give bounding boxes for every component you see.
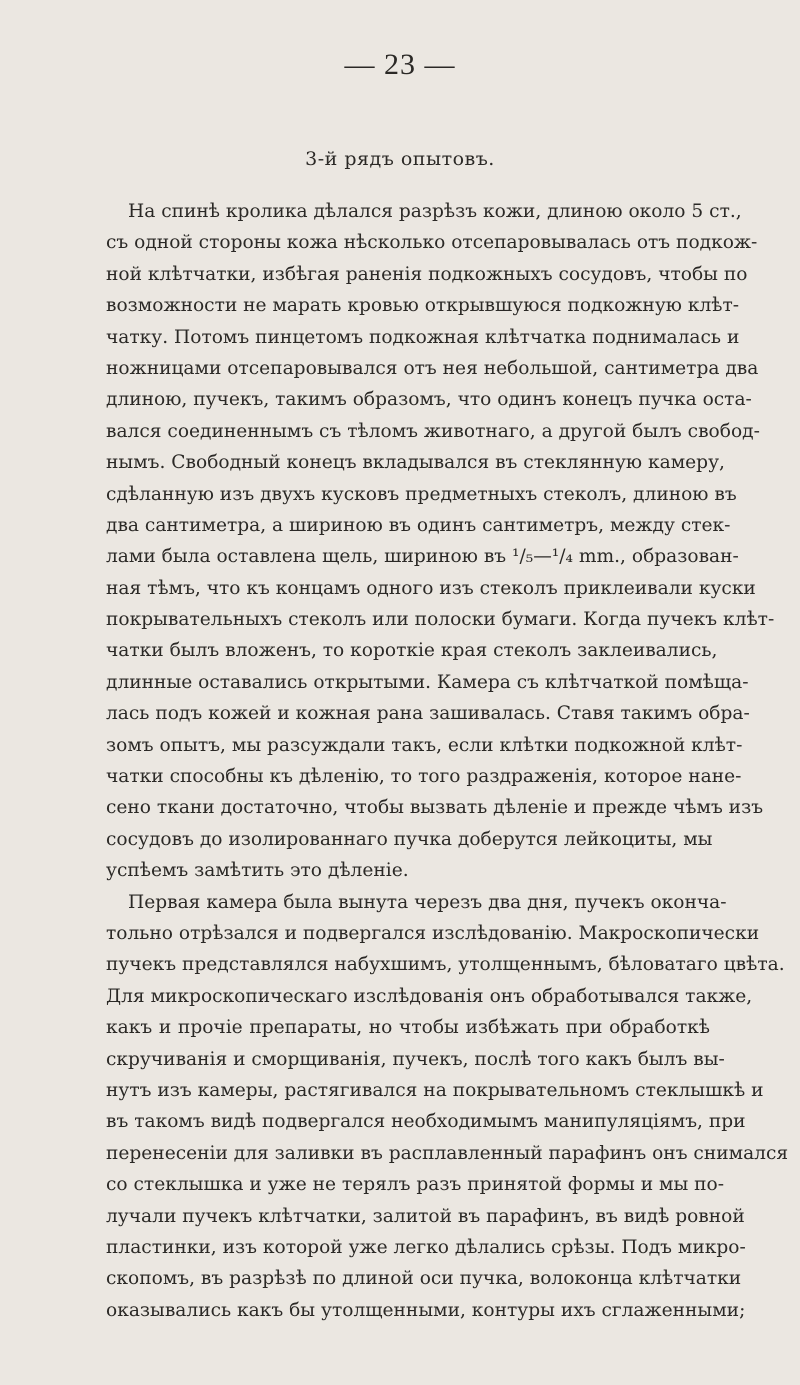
text-line: На спинѣ кролика дѣлался разрѣзъ кожи, длиною около 5 ст., — [128, 201, 742, 222]
text-line: ная тѣмъ, что къ концамъ одного изъ стеколъ приклеивали куски — [106, 577, 756, 599]
text-line: пучекъ представлялся набухшимъ, утолщеннымъ, бѣловатаго цвѣта. — [106, 954, 785, 976]
text-line: сено ткани достаточно, чтобы вызвать дѣленіе и прежде чѣмъ изъ — [106, 797, 764, 819]
paragraph-2 — [106, 887, 789, 1326]
text-line: нутъ изъ камеры, растягивался на покрывательномъ стеклышкѣ и — [106, 1079, 764, 1101]
text-line: съ одной стороны кожа нѣсколько отсепаровывалась отъ подкож- — [106, 232, 758, 254]
text-line: зомъ опытъ, мы разсуждали такъ, если клѣтки подкожной клѣт- — [106, 734, 743, 756]
text-line: пластинки, изъ которой уже легко дѣлались срѣзы. Подъ микро- — [106, 1236, 746, 1258]
text-line: оказывались какъ бы утолщенными, контуры ихъ сглаженными; — [106, 1299, 746, 1321]
text-line: ной клѣтчатки, избѣгая раненія подкожныхъ сосудовъ, чтобы по — [106, 263, 748, 285]
text-line: успѣемъ замѣтить это дѣленіе. — [106, 860, 409, 882]
text-line: нымъ. Свободный конецъ вкладывался въ стеклянную камеру, — [106, 452, 725, 474]
text-line: чатку. Потомъ пинцетомъ подкожная клѣтчатка поднималась и — [106, 326, 740, 348]
text-line: два сантиметра, а шириною въ одинъ сантиметръ, между стек- — [106, 514, 731, 536]
text-line: скручиванія и сморщиванія, пучекъ, послѣ того какъ былъ вы- — [106, 1048, 725, 1070]
text-line: лучали пучекъ клѣтчатки, залитой въ парафинъ, въ видѣ ровной — [106, 1205, 745, 1227]
text-line: покрывательныхъ стеколъ или полоски бумаги. Когда пучекъ клѣт- — [106, 609, 775, 631]
text-line: сдѣланную изъ двухъ кусковъ предметныхъ стеколъ, длиною въ — [106, 483, 737, 505]
text-line: перенесеніи для заливки въ расплавленный парафинъ онъ снимался — [106, 1142, 789, 1164]
text-line: длинные оставались открытыми. Камера съ клѣтчаткой помѣща- — [106, 671, 749, 693]
body-text — [106, 196, 789, 1326]
section-heading: 3-й рядъ опытовъ. — [305, 148, 495, 170]
text-line: чатки былъ вложенъ, то короткіе края стеколъ заклеивались, — [106, 640, 718, 662]
text-line: со стеклышка и уже не терялъ разъ принятой формы и мы по- — [106, 1174, 725, 1196]
text-line: Для микроскопическаго изслѣдованія онъ обработывался также, — [106, 985, 753, 1007]
text-line: лами была оставлена щель, шириною въ ¹/₅—¹/₄ mm., образован- — [106, 546, 739, 568]
text-line: длиною, пучекъ, такимъ образомъ, что одинъ конецъ пучка оста- — [106, 389, 752, 411]
text-line: тольно отрѣзался и подвергался изслѣдованію. Макроскопически — [106, 922, 760, 944]
text-line: скопомъ, въ разрѣзѣ по длиной оси пучка, волоконца клѣтчатки — [106, 1268, 742, 1290]
text-line: въ такомъ видѣ подвергался необходимымъ манипуляціямъ, при — [106, 1111, 746, 1133]
text-line: вался соединеннымъ съ тѣломъ животнаго, а другой былъ свобод- — [106, 420, 760, 442]
text-line: Первая камера была вынута черезъ два дня, пучекъ оконча- — [128, 891, 727, 913]
text-line: чатки способны къ дѣленію, то того раздраженія, которое нане- — [106, 766, 742, 788]
paragraph-1 — [106, 196, 775, 887]
text-line: какъ и прочіе препараты, но чтобы избѣжать при обработкѣ — [106, 1017, 710, 1039]
text-line: ножницами отсепаровывался отъ нея небольшой, сантиметра два — [106, 357, 759, 379]
text-line: лась подъ кожей и кожная рана зашивалась. Ставя такимъ обра- — [106, 703, 750, 725]
page-number: — 23 — — [344, 48, 456, 81]
text-line: возможности не марать кровью открывшуюся подкожную клѣт- — [106, 295, 740, 317]
text-line: сосудовъ до изолированнаго пучка доберутся лейкоциты, мы — [106, 828, 713, 850]
